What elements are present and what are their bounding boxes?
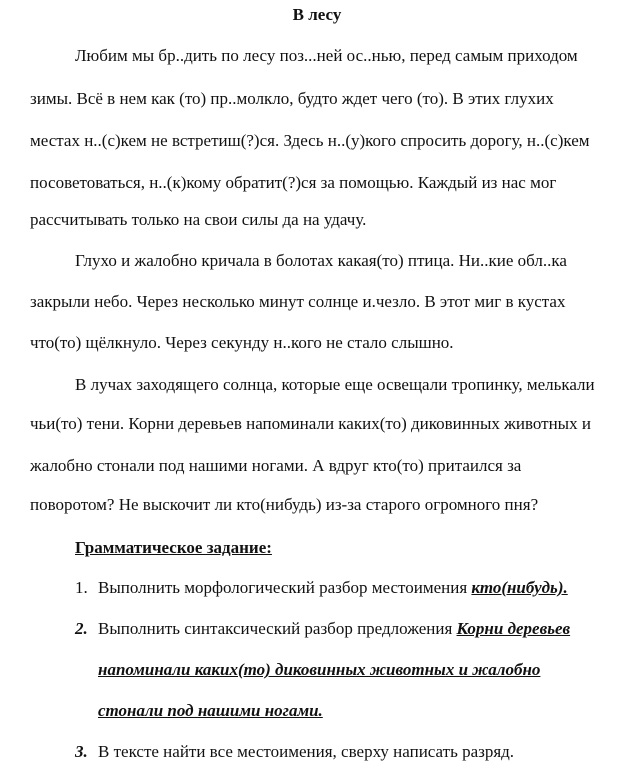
paragraph-1-line-3: местах н..(с)кем не встретиш(?)ся. Здесь н..(у)кого спросить дорогу, н..(с)кем xyxy=(30,131,590,150)
task-emphasis: напоминали каких(то) диковинных животных и жалобно xyxy=(98,660,541,679)
paragraph-1-line-1: Любим мы бр..дить по лесу поз...ней ос..нью, перед самым приходом xyxy=(75,46,578,65)
paragraph-2-line-2: закрыли небо. Через несколько минут солнце и.чезло. В этот миг в кустах xyxy=(30,292,566,311)
task-instruction: Выполнить синтаксический разбор предложения xyxy=(98,619,457,638)
paragraph-3-line-1: В лучах заходящего солнца, которые еще освещали тропинку, мелькали xyxy=(75,375,595,394)
task-text: В тексте найти все местоимения, сверху написать разряд. xyxy=(98,742,515,761)
task-emphasis: кто(нибудь). xyxy=(471,578,568,597)
task-number: 2. xyxy=(75,619,88,638)
paragraph-1-line-4: посоветоваться, н..(к)кому обратит(?)ся за помощью. Каждый из нас мог xyxy=(30,173,557,192)
task-text xyxy=(98,577,568,599)
paragraph-3-line-2: чьи(то) тени. Корни деревьев напоминали каких(то) диковинных животных и xyxy=(30,414,591,433)
task-number: 3. xyxy=(75,742,88,761)
paragraph-2-line-1: Глухо и жалобно кричала в болотах какая(то) птица. Ни..кие обл..ка xyxy=(75,251,567,270)
task-item-2-continuation-2 xyxy=(98,700,323,722)
tasks-heading: Грамматическое задание: xyxy=(75,538,272,557)
document-title: В лесу xyxy=(292,5,342,24)
paragraph-3-line-3: жалобно стонали под нашими ногами. А вдруг кто(то) притаился за xyxy=(30,456,522,475)
task-emphasis: Корни деревьев xyxy=(456,619,571,638)
paragraph-3-line-4: поворотом? Не выскочит ли кто(нибудь) из-за старого огромного пня? xyxy=(30,495,539,514)
task-number: 1. xyxy=(75,578,88,597)
task-emphasis: стонали под нашими ногами. xyxy=(98,701,323,720)
task-instruction: Выполнить морфологический разбор местоимения xyxy=(98,578,472,597)
task-item-2-continuation-1 xyxy=(98,659,540,681)
paragraph-1-line-5: рассчитывать только на свои силы да на удачу. xyxy=(30,210,367,229)
task-text xyxy=(98,618,570,640)
paragraph-1-line-2: зимы. Всё в нем как (то) пр..молкло, будто ждет чего (то). В этих глухих xyxy=(30,89,554,108)
paragraph-2-line-3: что(то) щёлкнуло. Через секунду н..кого не стало слышно. xyxy=(30,333,454,352)
